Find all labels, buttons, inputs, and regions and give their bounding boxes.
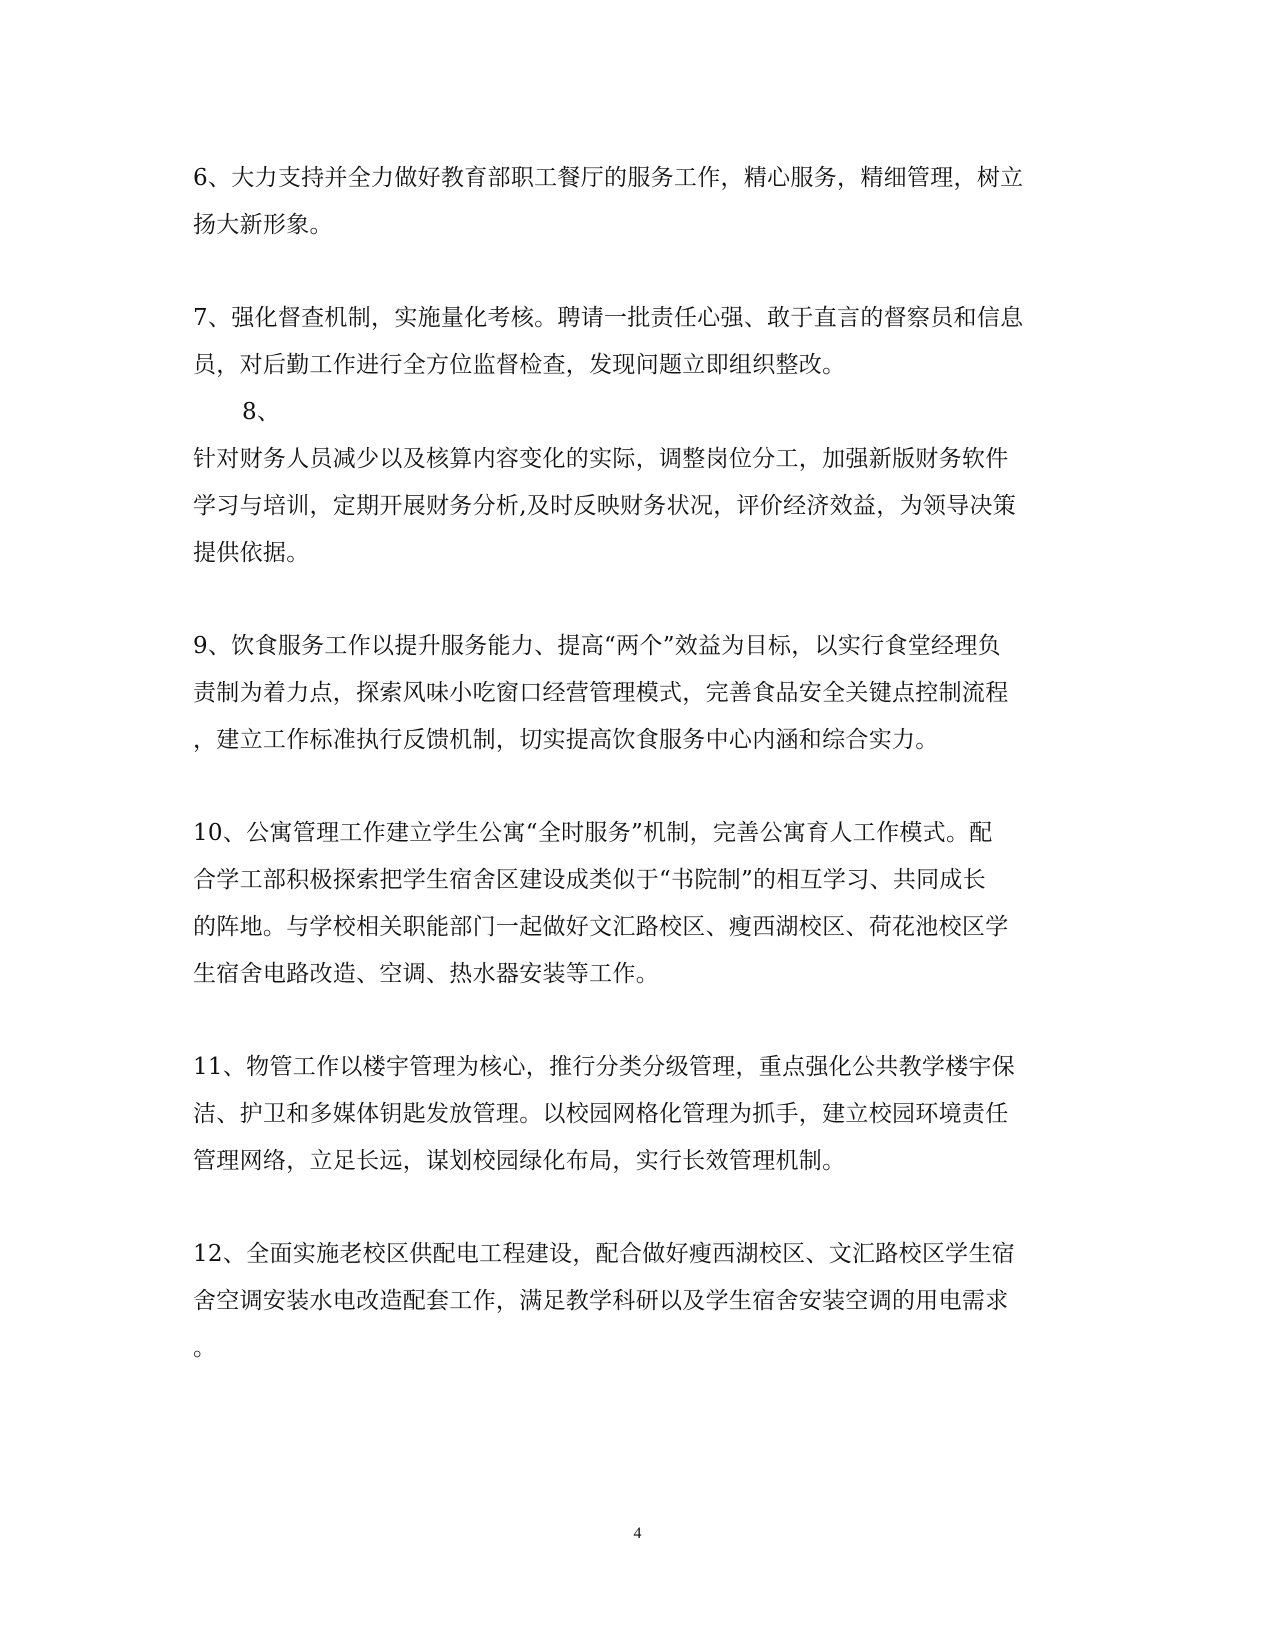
paragraph-8-line-2: 学习与培训，定期开展财务分析,及时反映财务状况，评价经济效益，为领导决策 [193,493,1017,519]
paragraph-10-line-2: 合学工部积极探索把学生宿舍区建设成类似于“书院制”的相互学习、共同成长 [193,867,987,893]
paragraph-8-line-1: 针对财务人员减少以及核算内容变化的实际，调整岗位分工，加强新版财务软件 [193,446,1009,472]
paragraph-12-line-1: 12、全面实施老校区供配电工程建设，配合做好瘦西湖校区、文汇路校区学生宿 [193,1241,1016,1267]
paragraph-12-line-2: 舍空调安装水电改造配套工作，满足教学科研以及学生宿舍安装空调的用电需求 [193,1288,1009,1314]
paragraph-7-line-1: 7、强化督查机制，实施量化考核。聘请一批责任心强、敢于直言的督察员和信息 [193,305,1024,331]
paragraph-7-line-2: 员，对后勤工作进行全方位监督检查，发现问题立即组织整改。 [193,352,846,378]
paragraph-6-line-1: 6、大力支持并全力做好教育部职工餐厅的服务工作，精心服务，精细管理，树立 [193,165,1024,191]
paragraph-11-line-2: 洁、护卫和多媒体钥匙发放管理。以校园网格化管理为抓手，建立校园环境责任 [193,1101,1009,1127]
paragraph-10-line-1: 10、公寓管理工作建立学生公寓“全时服务”机制，完善公寓育人工作模式。配 [193,820,993,846]
paragraph-8-number: 8、 [242,399,281,425]
paragraph-10-line-3: 的阵地。与学校相关职能部门一起做好文汇路校区、瘦西湖校区、荷花池校区学 [193,914,1009,940]
paragraph-12-line-3: 。 [193,1335,217,1361]
paragraph-11-line-1: 11、物管工作以楼宇管理为核心，推行分类分级管理，重点强化公共教学楼宇保 [193,1054,1016,1080]
page-number: 4 [633,1525,642,1542]
paragraph-6-line-2: 扬大新形象。 [193,212,333,238]
paragraph-8-line-3: 提供依据。 [193,540,310,566]
paragraph-9-line-1: 9、饮食服务工作以提升服务能力、提高“两个”效益为目标，以实行食堂经理负 [193,633,1001,659]
paragraph-10-line-4: 生宿舍电路改造、空调、热水器安装等工作。 [193,961,659,987]
paragraph-9-line-3: ，建立工作标准执行反馈机制，切实提高饮食服务中心内涵和综合实力。 [193,727,939,753]
paragraph-11-line-3: 管理网络，立足长远，谋划校园绿化布局，实行长效管理机制。 [193,1148,846,1174]
paragraph-9-line-2: 责制为着力点，探索风味小吃窗口经营管理模式，完善食品安全关键点控制流程 [193,680,1009,706]
